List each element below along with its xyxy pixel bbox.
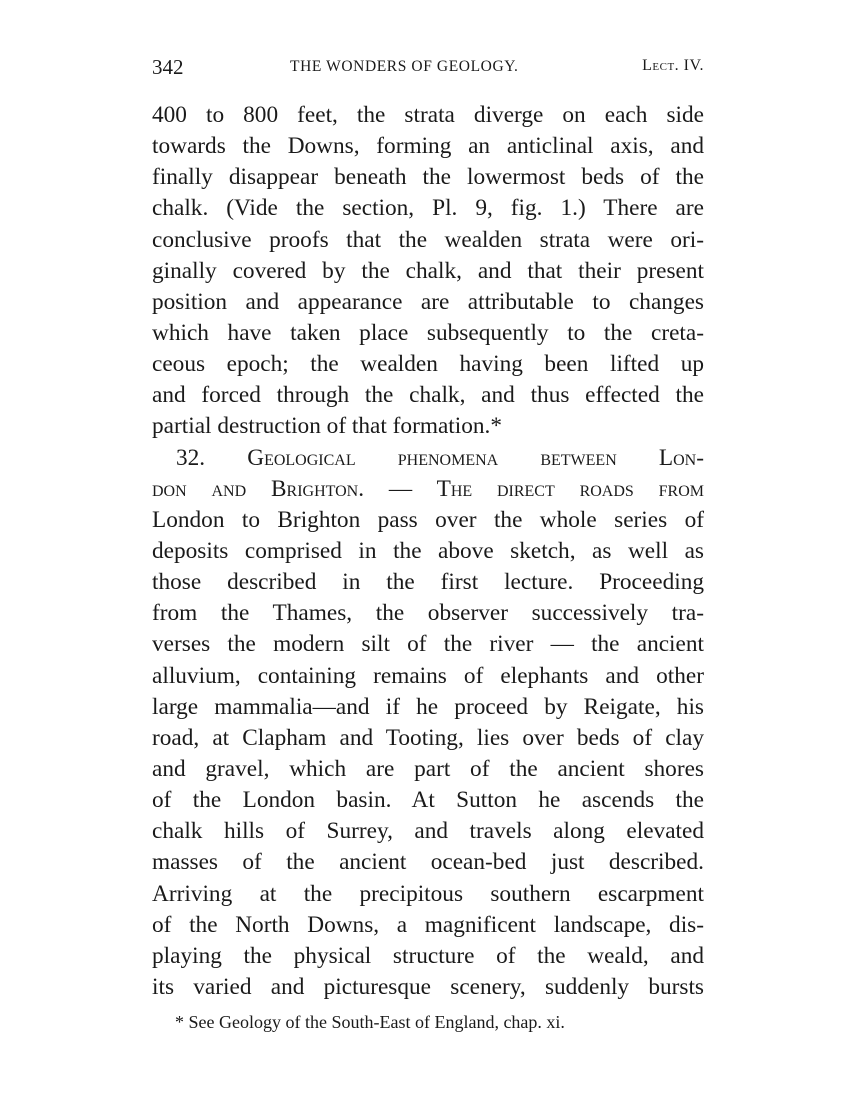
page-number: 342 (152, 55, 184, 79)
text-line: partial destruction of that formation.* (152, 413, 502, 440)
text-line: London to Brighton pass over the whole series of (152, 506, 704, 533)
text-line: of the London basin. At Sutton he ascends the (152, 787, 704, 814)
text-line: ginally covered by the chalk, and that their present (152, 257, 704, 284)
text-line: Arriving at the precipitous southern escarpment (152, 880, 704, 907)
running-title: THE WONDERS OF GEOLOGY. (290, 58, 519, 75)
text-line: conclusive proofs that the wealden strata were ori- (152, 226, 704, 253)
text-line: playing the physical structure of the weald, and (152, 942, 704, 969)
text-line: and gravel, which are part of the ancient shores (152, 755, 704, 782)
text-line: 400 to 800 feet, the strata diverge on each side (152, 102, 704, 128)
page-header (152, 55, 704, 83)
text-line: finally disappear beneath the lowermost beds of the (152, 164, 704, 191)
text-line: from the Thames, the observer successively tra- (152, 600, 704, 627)
body-text (152, 100, 704, 1003)
lecture-label-text: Lect. IV. (642, 57, 704, 74)
section-heading-line: 32. Geological phenomena between Lon- (176, 444, 704, 471)
text-line: alluvium, containing remains of elephants and other (152, 662, 704, 689)
text-line: verses the modern silt of the river — the ancient (152, 631, 704, 658)
text-line: road, at Clapham and Tooting, lies over beds of clay (152, 724, 704, 751)
text-line: large mammalia—and if he proceed by Reigate, his (152, 693, 704, 720)
text-line: those described in the first lecture. Proceeding (152, 569, 704, 596)
lecture-label (642, 57, 704, 75)
text-line: which have taken place subsequently to the creta- (152, 319, 704, 346)
text-line: chalk. (Vide the section, Pl. 9, fig. 1.) There are (152, 195, 704, 222)
text-line: of the North Downs, a magnificent landscape, dis- (152, 911, 704, 938)
section-heading-line: don and Brighton. — The direct roads from (152, 475, 704, 502)
footnote: * See Geology of the South-East of England, chap. xi. (175, 1012, 565, 1032)
text-line: masses of the ancient ocean-bed just described. (152, 849, 704, 876)
text-line: ceous epoch; the wealden having been lifted up (152, 351, 704, 378)
text-line: position and appearance are attributable to changes (152, 288, 704, 315)
text-line: chalk hills of Surrey, and travels along elevated (152, 818, 704, 845)
text-line: towards the Downs, forming an anticlinal axis, and (152, 133, 704, 160)
text-line: its varied and picturesque scenery, suddenly bursts (152, 973, 704, 1000)
text-line: deposits comprised in the above sketch, as well as (152, 537, 704, 564)
text-line: and forced through the chalk, and thus effected the (152, 382, 704, 409)
